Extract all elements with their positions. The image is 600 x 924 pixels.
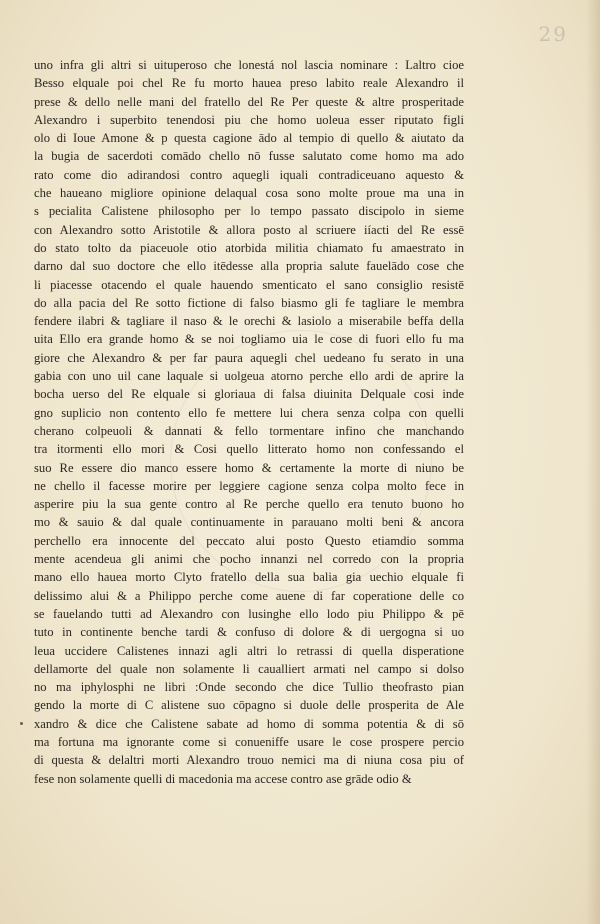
text-line: gno suplicio non contento ello fe mettere lui chera senza colpa con quelli	[34, 405, 464, 420]
text-line: xandro & dice che Calistene sabate ad homo di somma potentia & di sō	[34, 716, 464, 731]
text-line: che haueano migliore opinione delaqual cosa sono molte proue ma una in	[34, 186, 464, 201]
text-line: gendo la morte di C alistene suo cōpagno si duole delle prosperita de Ale	[34, 698, 464, 713]
text-line: gabia con uno uil cane laquale si uolgeua atorno perche ello ardi de aprire la	[34, 369, 464, 384]
folio-number: 29	[538, 22, 568, 46]
text-line: la bugia de sacerdoti comādo chello nō fusse salutato come homo ma ado	[34, 149, 464, 164]
text-line: uno infra gli altri si uituperoso che lonestá nol lascia nominare : Laltro cioe	[34, 58, 464, 72]
text-line: bocha uerso del Re elquale si gloriaua di falsa diuinita Delquale cosi inde	[34, 387, 464, 402]
text-line: fese non solamente quelli di macedonia ma accese contro ase grāde odio &	[34, 771, 412, 786]
text-line: do stato tolto da piaceuole otio atorbida militia chiamato fu amaestrato in	[34, 240, 464, 255]
text-line: ne chello il facesse morire per leggiere cagione senza colpa molto fece in	[34, 478, 464, 493]
text-line: se fauelando tutti ad Alexandro con lusinghe ello lodo piu Philippo & pē	[34, 606, 464, 621]
text-line: mano ello hauea morto Clyto fratello della sua balia gia uechio elquale fi	[34, 570, 464, 585]
text-line: ma fortuna ma ignorante come si conueniffe usare le cose prospere percio	[34, 734, 464, 749]
text-line: fendere ilabri & tagliare il naso & le orechi & lasiolo a miserabile beffa della	[34, 314, 464, 329]
text-line: darno dal suo doctore che ello itēdesse alla propria salute fauelādo cose che	[34, 259, 464, 274]
text-line: rato come dio adirandosi contro aquegli iquali contradiceuano aquesto &	[34, 167, 464, 182]
text-line: dellamorte del quale non solamente li caualliert armati nel campo si dolso	[34, 661, 464, 676]
margin-mark	[20, 722, 23, 725]
text-line: perchello era innocente del peccato alui posto Questo etiamdio somma	[34, 533, 464, 548]
page-edge	[586, 0, 600, 924]
text-line: Alexandro i superbito tenendosi piu che homo uoleua esser riputato figli	[34, 112, 464, 127]
text-line: leua uccidere Calistenes innazi agli altri lo retrassi di quella disperatione	[34, 643, 464, 658]
text-line: s pecialita Calistene philosopho per lo tempo passato discipolo in sieme	[34, 204, 464, 219]
text-line: delissimo alui & a Philippo perche come auene di far coperatione delle co	[34, 588, 464, 603]
text-column	[34, 56, 464, 788]
text-line: mo & sauio & dal quale continuamente in parauano molti beni & ancora	[34, 515, 464, 530]
text-line: uita Ello era grande homo & se noi togliamo uia le cose di fuori ello fu ma	[34, 332, 464, 347]
text-line: prese & dello nelle mani del fratello del Re Per queste & altre prosperitade	[34, 94, 464, 109]
text-line: tuto in continente benche tardi & confuso di dolore & di uergogna si uo	[34, 625, 464, 640]
text-line: di questa & delaltri morti Alexandro trouo nemici ma di niuna cosa piu of	[34, 753, 464, 768]
text-line: suo Re essere dio manco essere homo & certamente la morte di niuno be	[34, 460, 464, 475]
text-line: li piacesse otacendo el quale hauendo smenticato el sano consiglio resistē	[34, 277, 464, 292]
text-line: mente acendeua gli animi che pocho innanzi nel corredo con la propria	[34, 552, 464, 567]
text-line: tra itormenti ello mori & Cosi quello litterato homo non confessando el	[34, 442, 464, 457]
text-line: cherano colpeuoli & dannati & fello tormentare infino che manchando	[34, 423, 464, 438]
text-line: con Alexandro sotto Aristotile & allora posto al scriuere iíacti del Re essē	[34, 222, 464, 237]
text-line: no ma iphylosphi ne libri :Onde secondo che dice Tullio theofrasto pian	[34, 680, 464, 695]
text-line: asperire piu la sua gente contro al Re perche quello era tenuto buono ho	[34, 497, 464, 512]
text-line: Besso elquale poi chel Re fu morto hauea preso labito reale Alexandro il	[34, 76, 464, 91]
text-line: giore che Alexandro & per far paura aquegli chel uedeano fu serato in una	[34, 350, 464, 365]
text-line: do alla pacia del Re sotto fictione di falso biasmo gli fe tagliare le membra	[34, 295, 464, 310]
text-line: olo di Ioue Amone & p questa cagione ādo al tempio di quello & aiutato da	[34, 131, 464, 146]
